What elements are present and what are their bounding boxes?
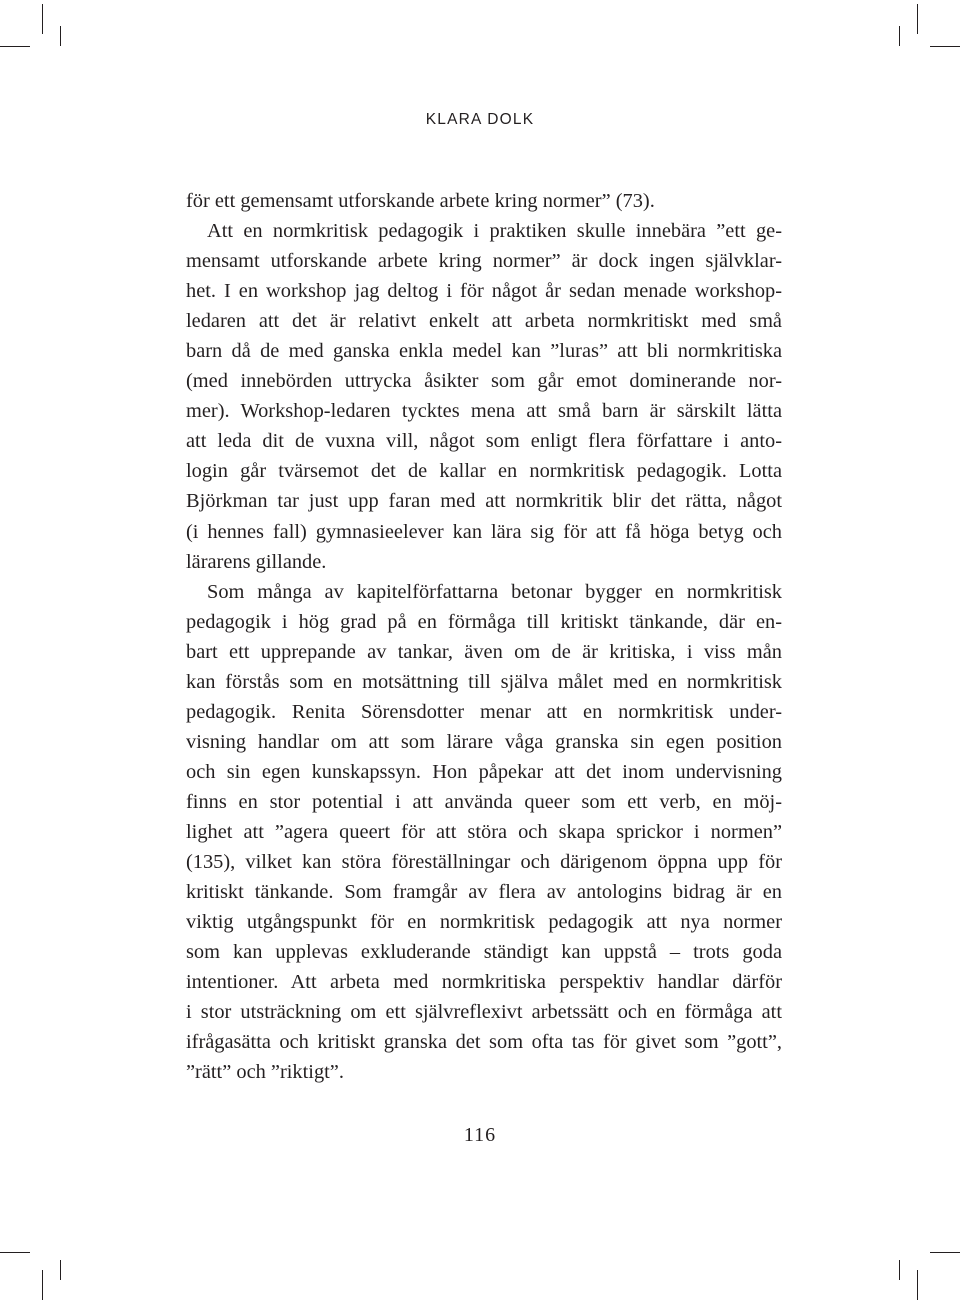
text-line: pedagogik. Renita Sörensdotter menar att en normkritisk under- bbox=[186, 700, 782, 723]
crop-mark-bottom-left-horizontal bbox=[0, 1252, 30, 1253]
text-line: och sin egen kunskapssyn. Hon påpekar att det inom undervisning bbox=[186, 760, 782, 783]
text-line: visning handlar om att som lärare våga granska sin egen position bbox=[186, 730, 782, 753]
crop-mark-bottom-left-vertical-inner bbox=[60, 1260, 61, 1280]
text-line: för ett gemensamt utforskande arbete kring normer” (73). bbox=[186, 190, 655, 212]
crop-mark-bottom-right-vertical-inner bbox=[899, 1260, 900, 1280]
text-line: intentioner. Att arbeta med normkritiska perspektiv handlar därför bbox=[186, 971, 782, 994]
text-line: ifrågasätta och kritiskt granska det som ofta tas för givet som ”gott”, bbox=[186, 1031, 782, 1054]
text-line: Björkman tar just upp faran med att normkritik blir det rätta, något bbox=[186, 490, 782, 513]
text-line: ledaren att det är relativt enkelt att arbeta normkritiskt med små bbox=[186, 310, 782, 333]
text-line: het. I en workshop jag deltog i för något år sedan menade workshop- bbox=[186, 280, 782, 303]
text-line: kan förstås som en motsättning till själva målet med en normkritisk bbox=[186, 670, 782, 693]
text-line: barn då de med ganska enkla medel kan ”luras” att bli normkritiska bbox=[186, 340, 782, 363]
text-line: bart ett upprepande av tankar, även om de är kritiska, i viss mån bbox=[186, 640, 782, 663]
crop-mark-top-left-horizontal bbox=[0, 46, 30, 47]
text-line: lärarens gillande. bbox=[186, 550, 327, 573]
paragraph bbox=[186, 577, 782, 1088]
text-line: kritiskt tänkande. Som framgår av flera av antologins bidrag är en bbox=[186, 881, 782, 904]
crop-mark-top-left-vertical-inner bbox=[60, 26, 61, 46]
text-line: Att en normkritisk pedagogik i praktiken skulle innebära ”ett ge- bbox=[207, 220, 782, 243]
crop-mark-top-right-horizontal bbox=[930, 46, 960, 47]
text-line: mer). Workshop-ledaren tycktes mena att små barn är särskilt lätta bbox=[186, 400, 782, 423]
running-head: KLARA DOLK bbox=[425, 111, 535, 128]
crop-mark-top-left-vertical bbox=[42, 4, 43, 34]
crop-mark-bottom-right-horizontal bbox=[930, 1252, 960, 1253]
crop-mark-bottom-right-vertical bbox=[917, 1270, 918, 1300]
body-text bbox=[186, 186, 782, 1087]
crop-mark-top-right-vertical bbox=[917, 4, 918, 34]
paragraph bbox=[186, 216, 782, 577]
text-line: login går tvärsemot det de kallar en normkritisk pedagogik. Lotta bbox=[186, 460, 782, 483]
text-line: (135), vilket kan störa föreställningar och därigenom öppna upp för bbox=[186, 851, 782, 874]
text-line: viktig utgångspunkt för en normkritisk pedagogik att nya normer bbox=[186, 911, 782, 934]
text-line: Som många av kapitelförfattarna betonar bygger en normkritisk bbox=[207, 580, 782, 603]
crop-mark-bottom-left-vertical bbox=[42, 1270, 43, 1300]
text-line: mensamt utforskande arbete kring normer” är dock ingen självklar- bbox=[186, 250, 782, 273]
crop-mark-top-right-vertical-inner bbox=[899, 26, 900, 46]
text-line: ”rätt” och ”riktigt”. bbox=[186, 1061, 344, 1084]
text-line: (i hennes fall) gymnasieelever kan lära sig för att få höga betyg och bbox=[186, 520, 782, 543]
paragraph bbox=[186, 186, 782, 216]
text-line: att leda dit de vuxna vill, något som enligt flera författare i anto- bbox=[186, 430, 782, 453]
text-line: som kan upplevas exkluderande ständigt kan uppstå – trots goda bbox=[186, 941, 782, 964]
text-line: (med innebörden uttrycka åsikter som går emot dominerande nor- bbox=[186, 370, 782, 393]
text-line: i stor utsträckning om ett självreflexivt arbetssätt och en förmåga att bbox=[186, 1001, 782, 1024]
text-line: pedagogik i hög grad på en förmåga till kritiskt tänkande, där en- bbox=[186, 610, 782, 633]
page-number: 116 bbox=[463, 1124, 497, 1146]
text-line: lighet att ”agera queert för att störa och skapa sprickor i normen” bbox=[186, 820, 782, 843]
text-line: finns en stor potential i att använda queer som ett verb, en möj- bbox=[186, 790, 782, 813]
